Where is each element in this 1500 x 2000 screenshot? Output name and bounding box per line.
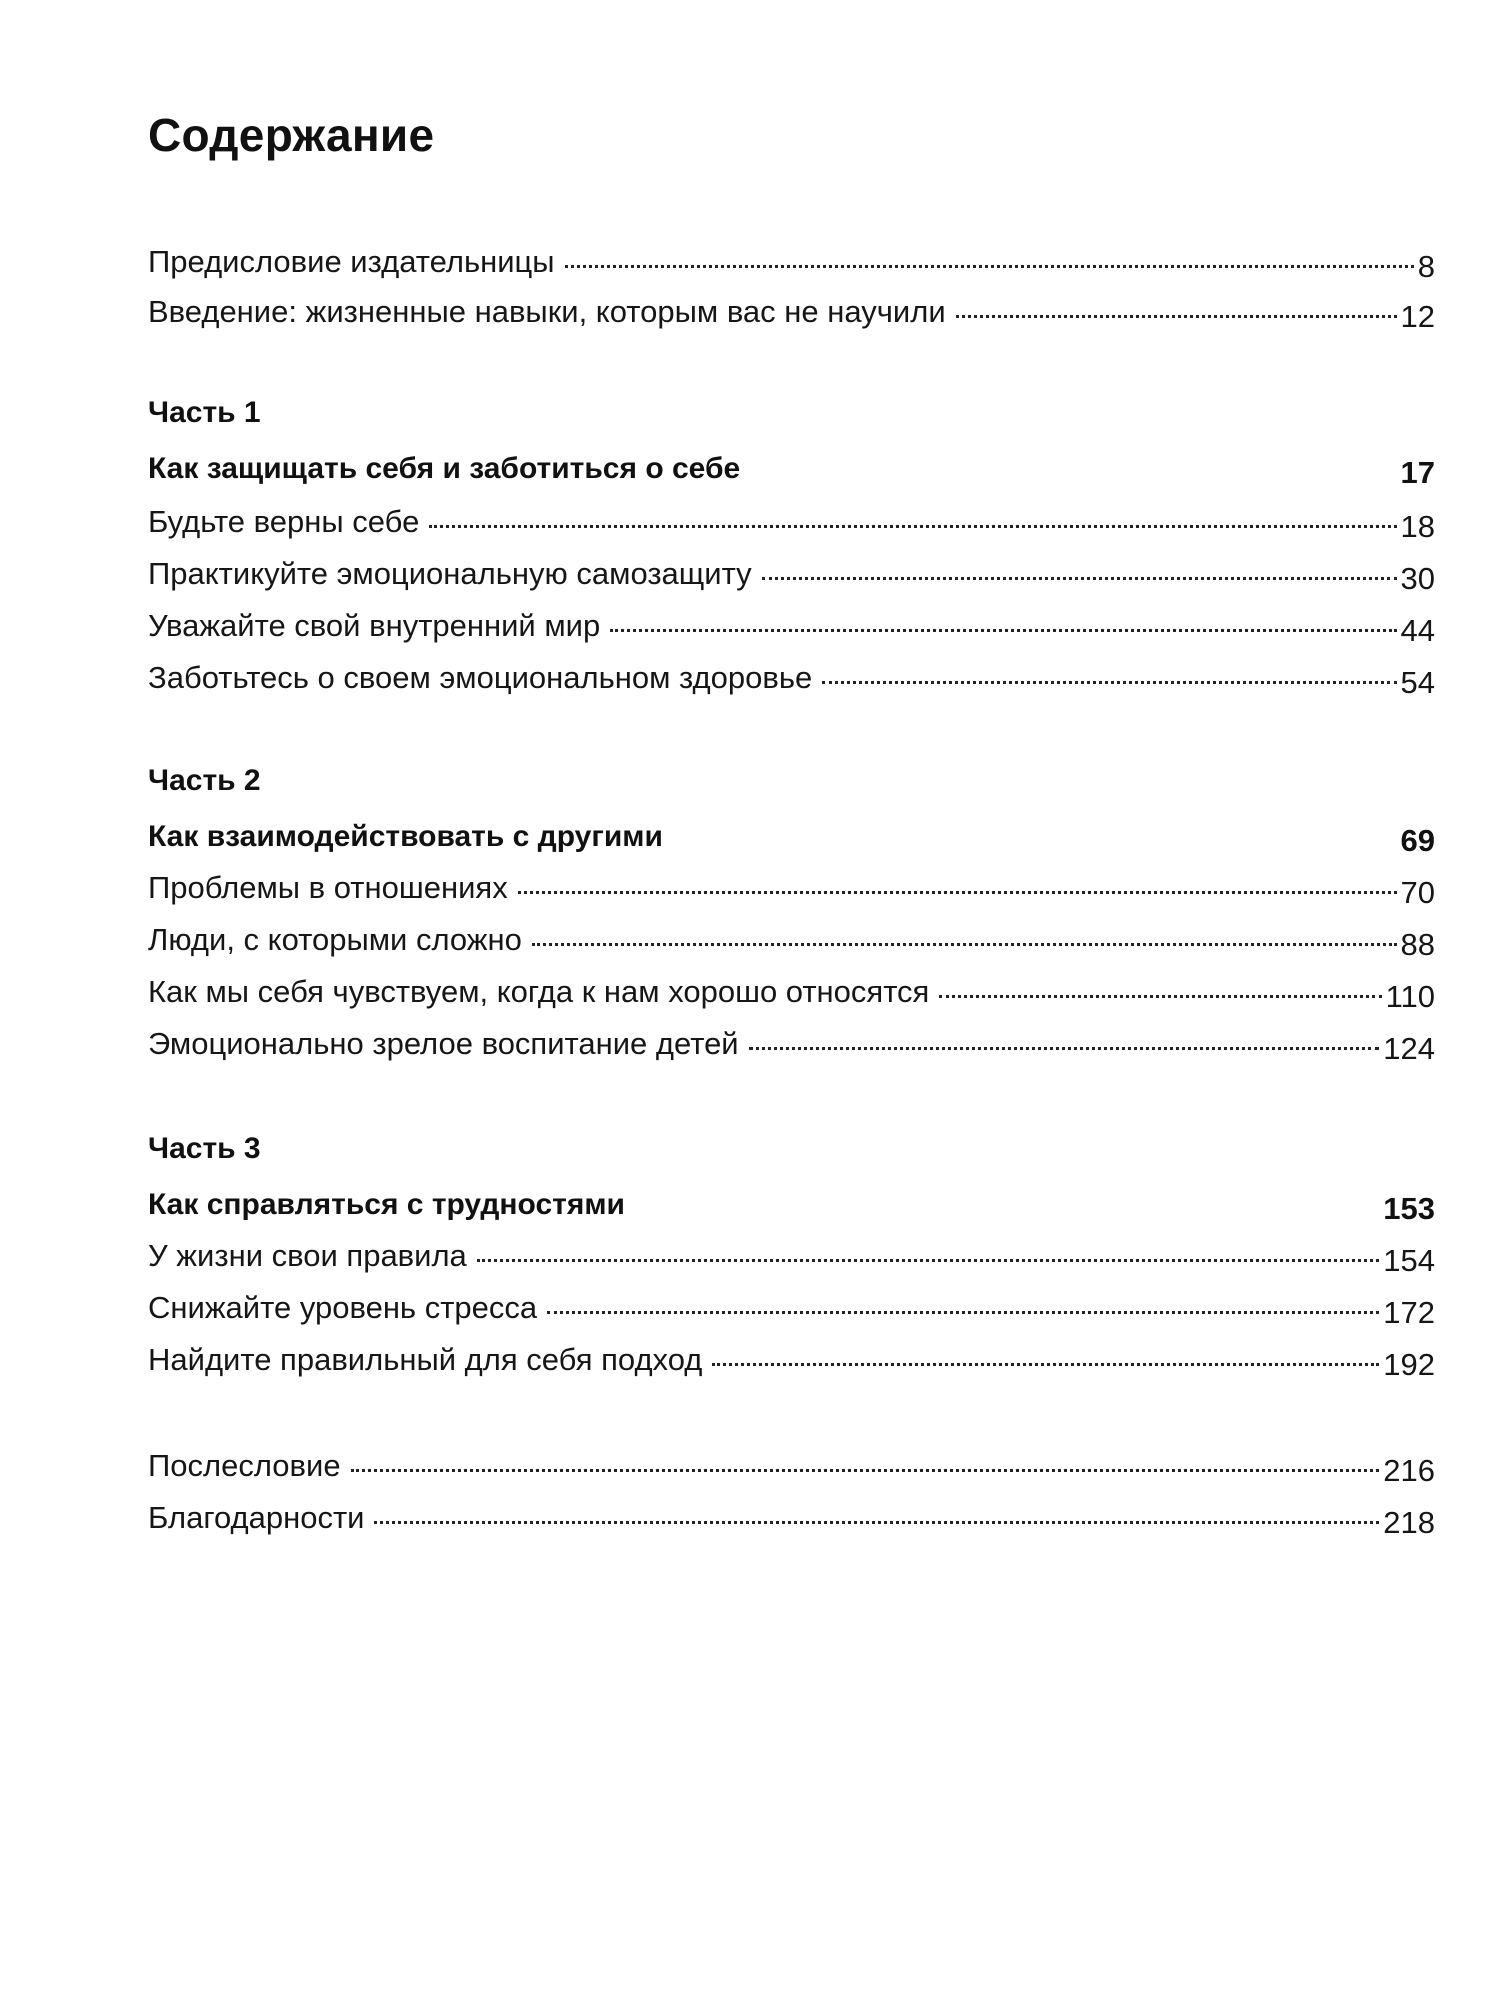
dot-leader: [429, 525, 1396, 528]
toc-entry[interactable]: [148, 920, 1435, 960]
toc-entry-page: 124: [1383, 1031, 1435, 1066]
toc-entry-page: 172: [1383, 1295, 1435, 1330]
toc-entry[interactable]: [148, 502, 1435, 542]
dot-leader: [762, 577, 1397, 580]
toc-entry-label: Заботьтесь о своем эмоциональном здоровье: [148, 660, 813, 695]
toc-entry-label: Как мы себя чувствуем, когда к нам хорошо относятся: [148, 974, 930, 1009]
part-heading-page: 69: [1400, 823, 1435, 858]
toc-entry-page: 110: [1385, 979, 1435, 1014]
toc-entry-label: Люди, с которыми сложно: [148, 922, 522, 957]
dot-leader: [749, 1047, 1380, 1050]
part-1-heading[interactable]: [148, 450, 1435, 490]
part-heading-page: 17: [1400, 455, 1435, 490]
toc-entry-label: Благодарности: [148, 1500, 365, 1535]
dot-leader: [956, 315, 1397, 318]
toc-entry[interactable]: [148, 868, 1435, 908]
part-heading-title: Как взаимодействовать с другими: [148, 820, 663, 853]
toc-entry-label: Послесловие: [148, 1448, 341, 1483]
toc-entry[interactable]: [148, 554, 1435, 594]
toc-entry-label: Снижайте уровень стресса: [148, 1290, 538, 1325]
part-heading-title: Как справляться с трудностями: [148, 1188, 625, 1221]
dot-leader: [532, 943, 1397, 946]
toc-entry[interactable]: [148, 972, 1435, 1012]
toc-entry-label: Предисловие издательницы: [148, 244, 555, 279]
toc-entry-acknowledgements[interactable]: [148, 1498, 1435, 1538]
part-3-heading[interactable]: [148, 1186, 1435, 1226]
toc-entry-preface[interactable]: [148, 242, 1435, 282]
toc-entry-page: 54: [1400, 665, 1435, 700]
dot-leader: [547, 1311, 1379, 1314]
toc-entry-page: 218: [1383, 1505, 1435, 1540]
part-2-heading[interactable]: [148, 818, 1435, 858]
toc-entry-page: 44: [1400, 613, 1435, 648]
dot-leader: [939, 995, 1381, 998]
toc-entry[interactable]: [148, 1288, 1435, 1328]
toc-entry-page: 12: [1400, 299, 1435, 334]
toc-entry[interactable]: [148, 606, 1435, 646]
toc-entry-page: 216: [1383, 1453, 1435, 1488]
dot-leader: [477, 1259, 1379, 1262]
toc-entry-page: 30: [1400, 561, 1435, 596]
toc-entry-label: Уважайте свой внутренний мир: [148, 608, 601, 643]
dot-leader: [822, 681, 1396, 684]
part-heading-title: Как защищать себя и заботиться о себе: [148, 452, 741, 485]
dot-leader: [565, 265, 1414, 268]
toc-entry-page: 8: [1417, 249, 1435, 284]
toc-entry-label: Проблемы в отношениях: [148, 870, 508, 905]
page-title: Содержание: [148, 109, 435, 161]
toc-entry[interactable]: [148, 1340, 1435, 1380]
toc-entry-page: 18: [1400, 509, 1435, 544]
part-2-label: Часть 2: [148, 764, 261, 797]
toc-entry-afterword[interactable]: [148, 1446, 1435, 1486]
dot-leader: [712, 1363, 1379, 1366]
part-heading-page: 153: [1383, 1191, 1435, 1226]
part-3-label: Часть 3: [148, 1132, 261, 1165]
toc-entry-page: 192: [1383, 1347, 1435, 1382]
toc-entry-label: Введение: жизненные навыки, которым вас не научили: [148, 294, 946, 329]
toc-entry-label: Будьте верны себе: [148, 504, 420, 539]
part-1-label: Часть 1: [148, 396, 261, 429]
toc-entry[interactable]: [148, 1236, 1435, 1276]
dot-leader: [351, 1469, 1380, 1472]
toc-entry-label: Практикуйте эмоциональную самозащиту: [148, 556, 752, 591]
toc-entry-label: Эмоционально зрелое воспитание детей: [148, 1026, 739, 1061]
toc-entry[interactable]: [148, 1024, 1435, 1064]
toc-entry-page: 154: [1383, 1243, 1435, 1278]
dot-leader: [518, 891, 1397, 894]
toc-entry-label: Найдите правильный для себя подход: [148, 1342, 703, 1377]
toc-entry-page: 88: [1400, 927, 1435, 962]
toc-entry-label: У жизни свои правила: [148, 1238, 467, 1273]
dot-leader: [374, 1521, 1379, 1524]
toc-entry-page: 70: [1400, 875, 1435, 910]
toc-entry-introduction[interactable]: [148, 292, 1435, 332]
toc-entry[interactable]: [148, 658, 1435, 698]
dot-leader: [610, 629, 1396, 632]
